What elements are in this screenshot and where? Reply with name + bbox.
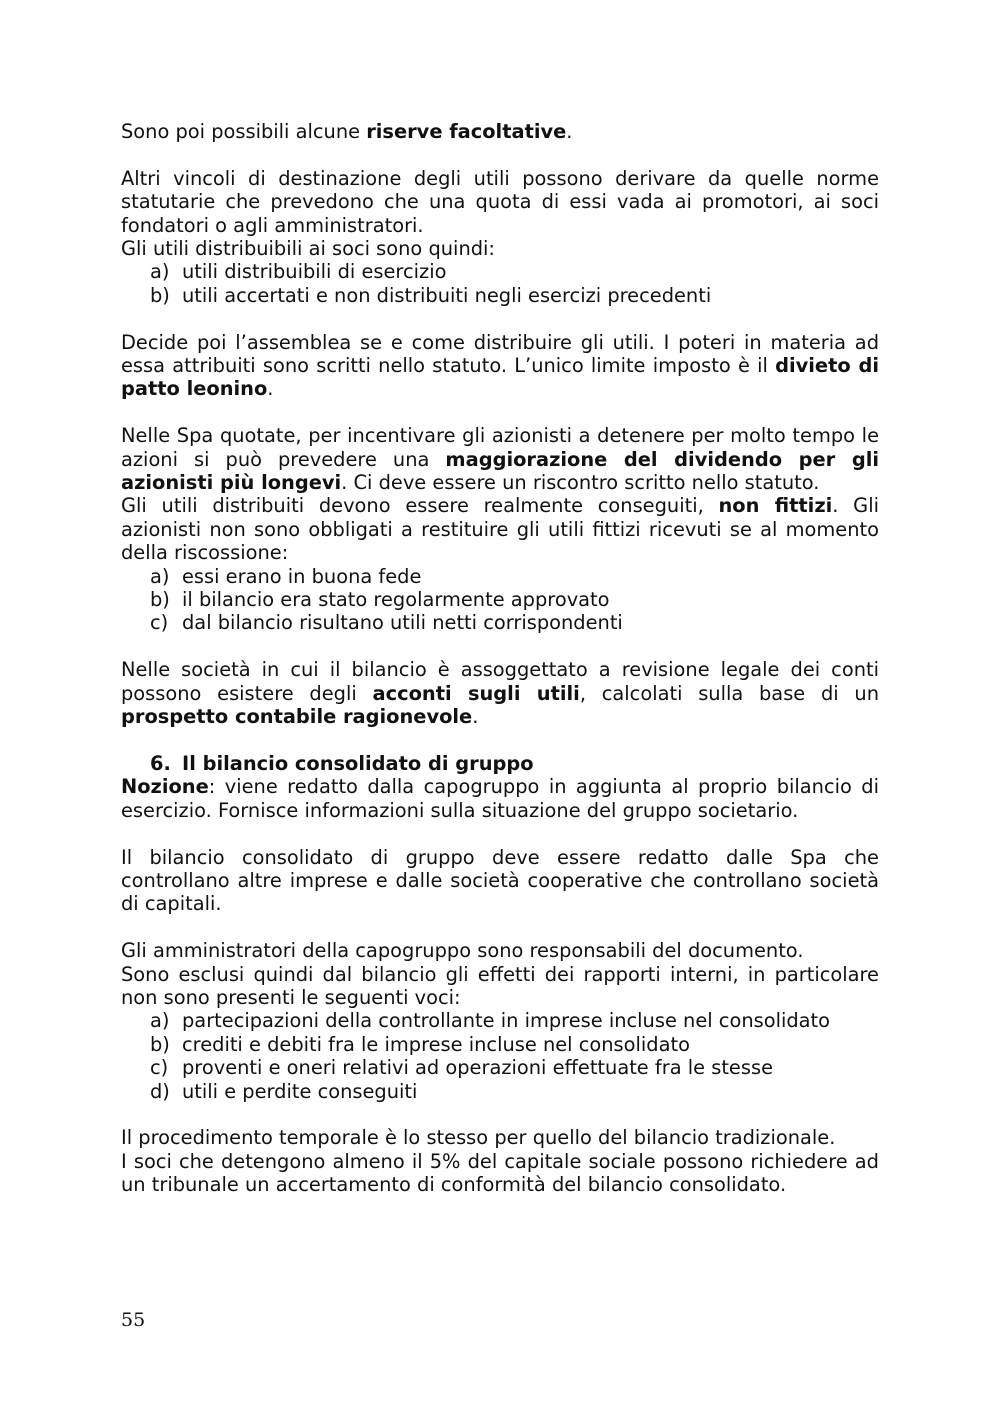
paragraph-assemblea: Decide poi l’assemblea se e come distribuire gli utili. I poteri in materia ad essa attribuiti sono scritti nello statuto. L’unico limite imposto è il divieto di patto leonino. (121, 330, 879, 401)
paragraph-utili-fittizi: Gli utili distribuiti devono essere realmente conseguiti, non fittizi. Gli azionisti non sono obbligati a restituire gli utili fittizi ricevuti se al momento della riscossione: (121, 494, 879, 565)
list-item: d) utili e perdite conseguiti (150, 1079, 418, 1103)
paragraph-obbligo: Il bilancio consolidato di gruppo deve essere redatto dalle Spa che controllano altre imprese e dalle società cooperative che controllano società di capitali. (121, 845, 879, 916)
page-body (121, 120, 879, 1197)
bold-term: acconti sugli utili (372, 681, 580, 705)
list-item: c) proventi e oneri relativi ad operazioni effettuate fra le stesse (150, 1056, 773, 1080)
page-number: 55 (121, 1309, 146, 1331)
paragraph-nozione: Nozione: viene redatto dalla capogruppo in aggiunta al proprio bilancio di esercizio. Fornisce informazioni sulla situazione del gruppo societario. (121, 775, 879, 822)
paragraph-procedimento: Il procedimento temporale è lo stesso per quello del bilancio tradizionale. (121, 1126, 836, 1150)
bold-term: divieto di patto leonino (121, 354, 879, 401)
section-number: 6. (150, 751, 171, 775)
list-voci-escluse (121, 1009, 879, 1103)
paragraph-esclusi: Sono esclusi quindi dal bilancio gli effetti dei rapporti interni, in particolare non sono presenti le seguenti voci: (121, 962, 879, 1009)
bold-term: non fittizi (718, 494, 833, 518)
bold-term: prospetto contabile ragionevole (121, 705, 473, 729)
bold-term: maggiorazione del dividendo per gli azionisti più longevi (121, 447, 879, 495)
list-item: c) dal bilancio risultano utili netti corrispondenti (150, 611, 623, 635)
list-item: a) partecipazioni della controllante in imprese incluse nel consolidato (150, 1009, 831, 1033)
list-item: b) il bilancio era stato regolarmente approvato (150, 588, 610, 612)
bold-term: Nozione (121, 775, 209, 799)
section-title: Il bilancio consolidato di gruppo (182, 751, 534, 775)
list-utili-distribuibili (121, 260, 879, 307)
paragraph-acconti: Nelle società in cui il bilancio è assoggettato a revisione legale dei conti possono esistere degli acconti sugli utili, calcolati sulla base di un prospetto contabile ragionevole. (121, 658, 879, 729)
list-item: a) essi erano in buona fede (150, 564, 422, 588)
paragraph-soci: I soci che detengono almeno il 5% del capitale sociale possono richiedere ad un tribunale un accertamento di conformità del bilancio consolidato. (121, 1149, 879, 1197)
paragraph-utili-distribuibili: Gli utili distribuibili ai soci sono quindi: (121, 237, 495, 261)
list-item: a) utili distribuibili di esercizio (150, 260, 447, 284)
paragraph-riserve: Sono poi possibili alcune riserve facoltative. (121, 120, 573, 143)
list-item: b) crediti e debiti fra le imprese incluse nel consolidato (150, 1032, 690, 1056)
paragraph-amministratori: Gli amministratori della capogruppo sono responsabili del documento. (121, 939, 804, 963)
paragraph-vincoli: Altri vincoli di destinazione degli utili possono derivare da quelle norme statutarie che prevedono che una quota di essi vada ai promotori, ai soci fondatori o agli amministratori. (121, 166, 879, 237)
list-item: b) utili accertati e non distribuiti negli esercizi precedenti (150, 283, 712, 307)
paragraph-spa-quotate: Nelle Spa quotate, per incentivare gli azionisti a detenere per molto tempo le azioni si può prevedere una maggiorazione del dividendo per gli azionisti più longevi. Ci deve essere un riscontro scritto nello statuto. (121, 424, 879, 495)
list-condizioni (121, 565, 879, 635)
section-heading (121, 752, 879, 775)
bold-term: riserve facoltative (366, 120, 567, 143)
